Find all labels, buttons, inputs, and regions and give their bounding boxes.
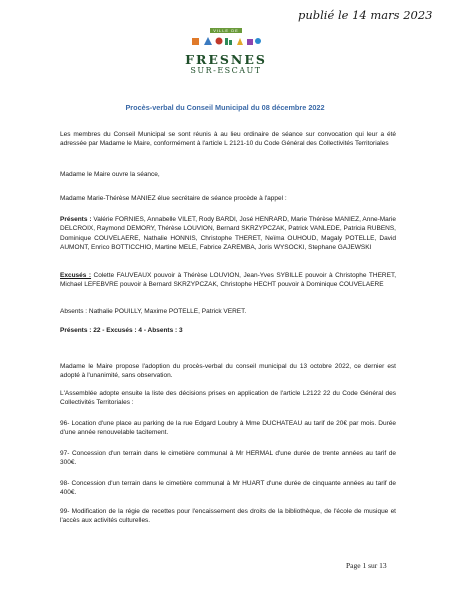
intro-paragraph: Les membres du Conseil Municipal se sont réunis à au lieu ordinaire de séance sur convocation qui leur a été adressée par Madame le Maire, conformément à l'article L 2121-10 du Code Général des Collectivités Territoriales: [60, 131, 396, 148]
document-title: Procès-verbal du Conseil Municipal du 08 décembre 2022: [125, 103, 325, 112]
page-number: Page 1 sur 13: [346, 561, 387, 570]
decisions-intro-paragraph: L'Assemblée adopte ensuite la liste des décisions prises en application de l'article L2122 22 du Code Général des Collectivités Territoriales :: [60, 390, 396, 407]
decision-item: 97- Concession d'un terrain dans le cimetière communal à Mr HERMAL d'une durée de trente années au tarif de 300€.: [60, 450, 396, 467]
logo-ville-label: VILLE DE: [178, 28, 274, 33]
presents-label: Présents :: [60, 216, 92, 223]
excuses-list: Colette FAUVEAUX pouvoir à Thérèse LOUVION, Jean-Yves SYBILLE pouvoir à Christophe THERET, Michael LEFEBVRE pouvoir à Bernard SKRZYPCZAK, Christophe HECHT pouvoir à Dominique COUVELAERE: [60, 272, 396, 289]
decision-item: 98- Concession d'un terrain dans le cimetière communal à Mr HUART d'une durée de cinquante années au tarif de 400€.: [60, 480, 396, 497]
logo-pictograms-icon: [190, 36, 262, 46]
presents-list: Valérie FORNIES, Annabelle VILET, Rody BARDI, José HENRARD, Marie Thérèse MANIEZ, Anne-Marie DELCROIX, Raymond DEMORY, Thérèse LOUVION, Bernard SKRZYPCZAK, Patrick VANLEDE, Patricia RUBENS, Dominique COUVELAERE, Nathalie HONNIS, Christophe THERET, Neïma OUHOUD, Magaly POTELLE, David AUMONT, Enrico BOTTICCHIO, Martine MELE, Fabrice ZAREMBA, Joris WYSOCKI, Stephane GAJEWSKI: [60, 216, 396, 252]
handwritten-publication-note: publié le 14 mars 2023: [298, 8, 433, 22]
pv-adoption-paragraph: Madame le Maire propose l'adoption du procès-verbal du conseil municipal du 13 octobre 2022, ce dernier est adopté à l'unanimité, sans observation.: [60, 363, 396, 380]
town-logo: [178, 28, 274, 76]
opening-line: Madame le Maire ouvre la séance,: [60, 171, 160, 178]
presents-paragraph: [60, 215, 396, 253]
logo-town-name: FRESNES: [185, 52, 267, 67]
absents-line: Absents : Nathalie POUILLY, Maxime POTELLE, Patrick VERET.: [60, 308, 247, 315]
decision-item: 96- Location d'une place au parking de la rue Edgard Loubry à Mme DUCHATEAU au tarif de 20€ par mois. Durée d'une année renouvelable tacitement.: [60, 420, 396, 437]
excuses-label: Excusés :: [60, 272, 92, 279]
logo-town-subtitle: SUR-ESCAUT: [190, 66, 262, 75]
attendance-counts: Présents : 22 - Excusés : 4 - Absents : 3: [60, 327, 183, 334]
secretary-line: Madame Marie-Thérèse MANIEZ élue secrétaire de séance procède à l'appel :: [60, 195, 287, 202]
decision-item: 99- Modification de la régie de recettes pour l'encaissement des droits de la bibliothèque, de l'école de musique et l'accès aux activités culturelles.: [60, 508, 396, 525]
excuses-paragraph: [60, 271, 396, 290]
